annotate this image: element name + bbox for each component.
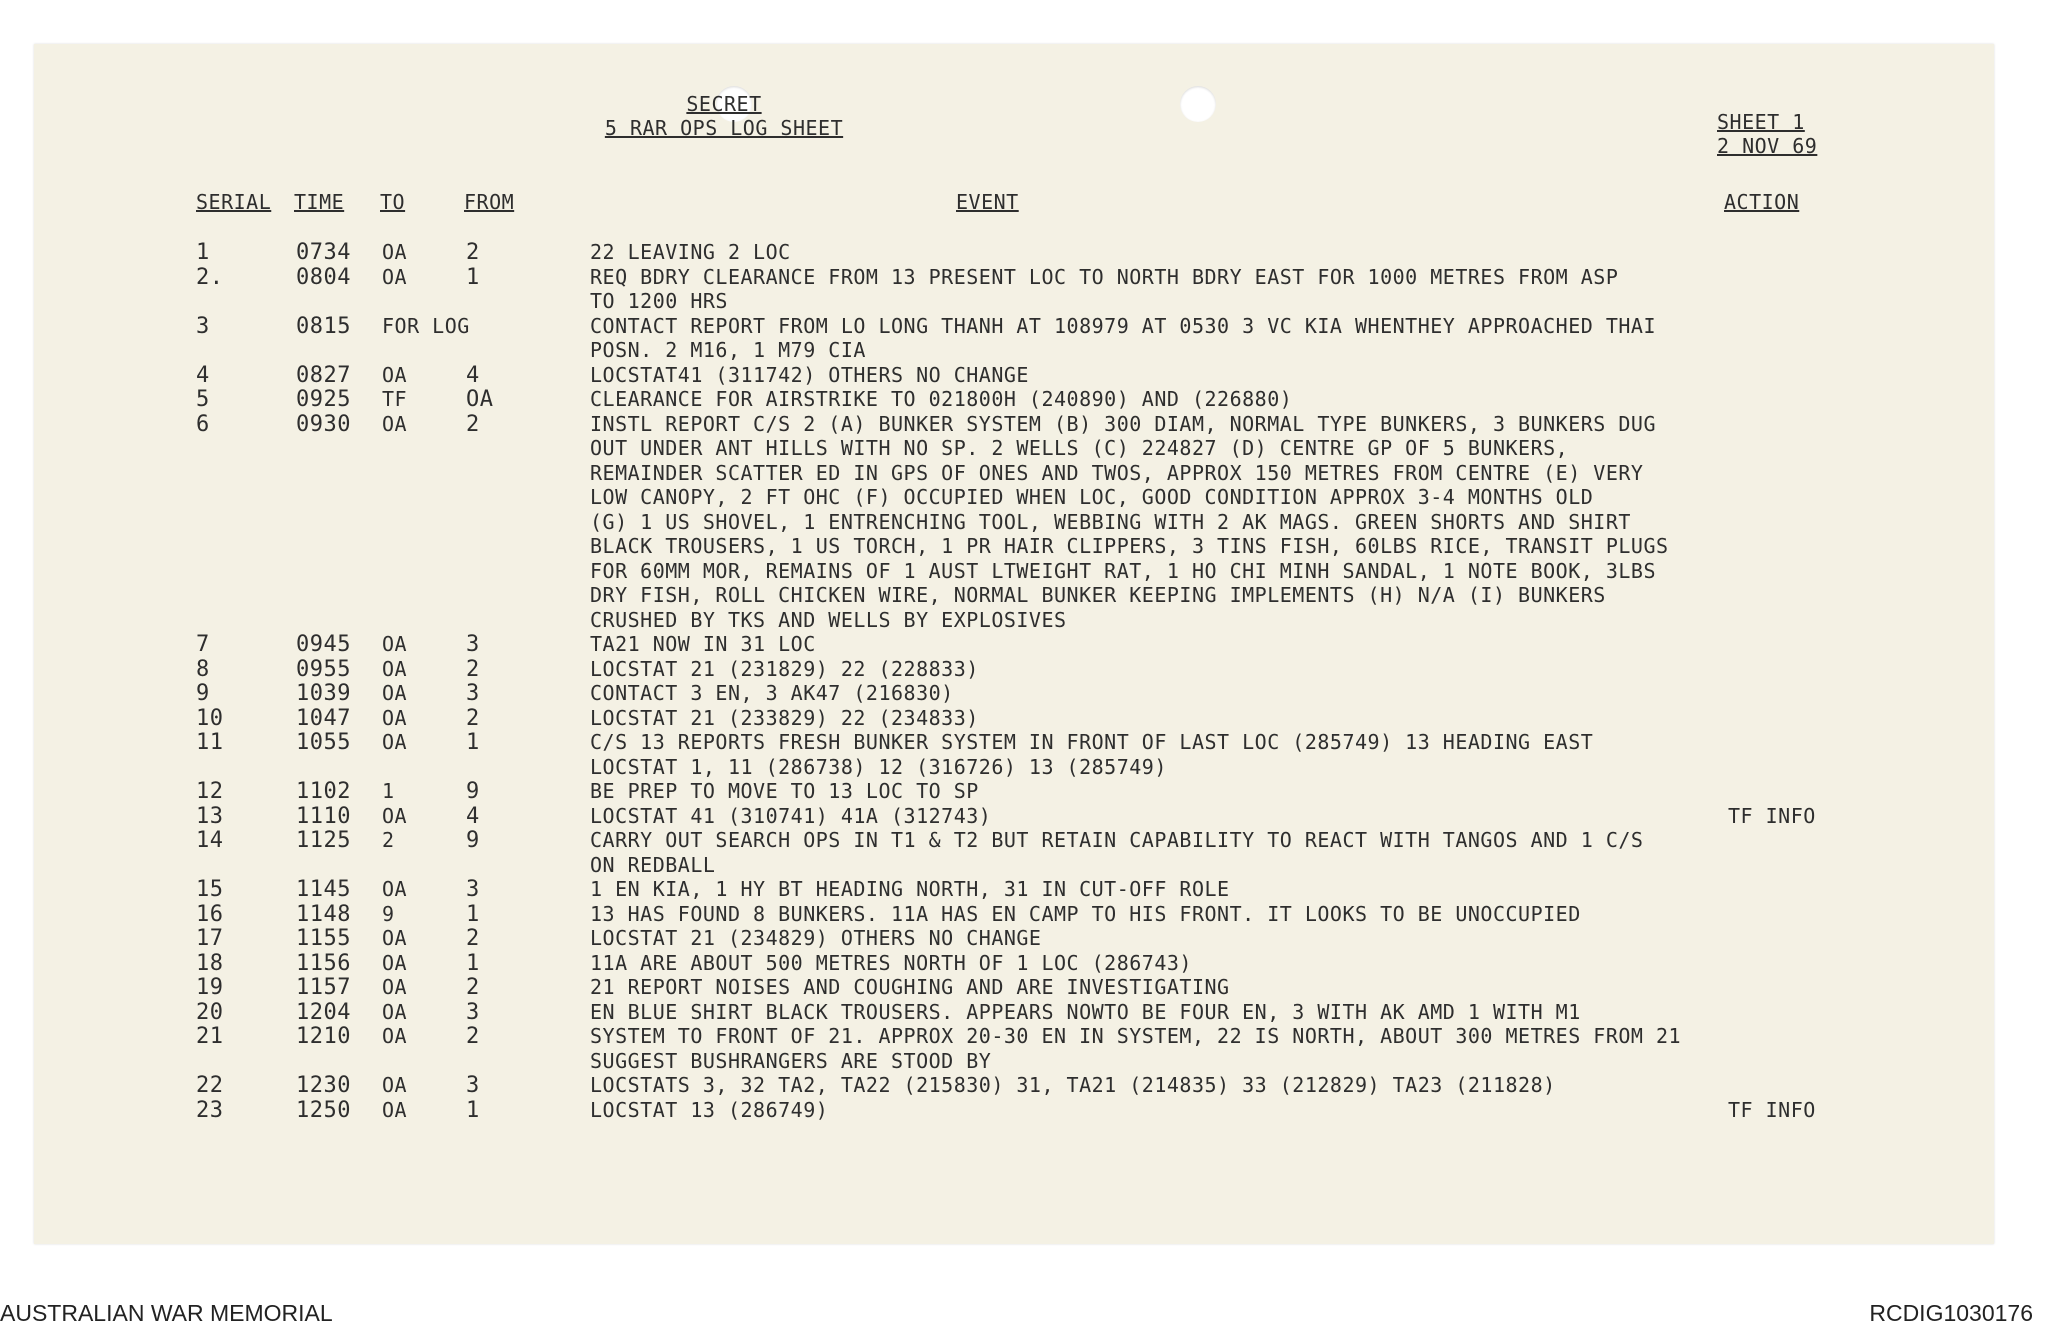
log-entry-row xyxy=(34,363,1994,388)
entry-event xyxy=(590,1024,1700,1073)
entry-time: 1155 xyxy=(296,926,351,951)
log-entry-row xyxy=(34,657,1994,682)
entry-to: OA xyxy=(382,877,408,901)
entry-to: OA xyxy=(382,362,408,387)
entry-from: 1 xyxy=(466,730,480,755)
entry-from: OA xyxy=(466,387,494,412)
log-entry-row xyxy=(34,804,1994,829)
entry-time: 1156 xyxy=(296,950,351,976)
entry-event-line: C/S 13 REPORTS FRESH BUNKER SYSTEM IN FRONT OF LAST LOC (285749) 13 HEADING EAST xyxy=(590,730,1594,754)
entry-event xyxy=(590,779,1700,804)
entry-serial: 10 xyxy=(196,705,224,731)
entry-time: 0827 xyxy=(296,362,351,388)
entry-from: 1 xyxy=(466,901,480,927)
entry-event-line: BLACK TROUSERS, 1 US TORCH, 1 PR HAIR CLIPPERS, 3 TINS FISH, 60LBS RICE, TRANSIT PLUGS xyxy=(590,534,1669,558)
log-entry-row xyxy=(34,1000,1994,1025)
entry-event-line: 22 LEAVING 2 LOC xyxy=(590,240,791,264)
entry-event xyxy=(590,1098,1700,1123)
entry-to: OA xyxy=(382,803,408,828)
entry-event-line: 11A ARE ABOUT 500 METRES NORTH OF 1 LOC (286743) xyxy=(590,950,1192,975)
log-entry-row xyxy=(34,902,1994,927)
entry-time: 0925 xyxy=(296,387,351,412)
entry-event-line: LOCSTATS 3, 32 TA2, TA22 (215830) 31, TA21 (214835) 33 (212829) TA23 (211828) xyxy=(590,1073,1556,1097)
entry-serial: 6 xyxy=(196,411,210,437)
log-entry-row xyxy=(34,1098,1994,1123)
entry-time: 0945 xyxy=(296,632,351,657)
entry-time: 1204 xyxy=(296,999,351,1025)
entry-event xyxy=(590,706,1700,731)
log-entry-row xyxy=(34,706,1994,731)
entry-from: 4 xyxy=(466,803,480,829)
entry-serial: 2. xyxy=(196,264,224,290)
entry-time: 1047 xyxy=(296,705,351,731)
log-entry-row xyxy=(34,730,1994,779)
entry-to: OA xyxy=(382,264,408,289)
entry-from: 2 xyxy=(466,240,480,265)
entry-action: TF INFO xyxy=(1728,803,1816,828)
entry-event-line: POSN. 2 M16, 1 M79 CIA xyxy=(590,338,866,362)
entry-serial: 13 xyxy=(196,803,224,829)
log-entry-row xyxy=(34,926,1994,951)
log-entry-row xyxy=(34,314,1994,363)
log-entries xyxy=(34,240,1994,1122)
entry-serial: 1 xyxy=(196,240,210,265)
entry-serial: 11 xyxy=(196,730,224,755)
entry-event-line: LOCSTAT 41 (310741) 41A (312743) xyxy=(590,803,992,828)
entry-time: 1210 xyxy=(296,1024,351,1049)
entry-serial: 19 xyxy=(196,975,224,1000)
entry-to: 9 xyxy=(382,901,395,926)
entry-from: 2 xyxy=(466,926,480,951)
entry-from: 1 xyxy=(466,1097,480,1123)
log-entry-row xyxy=(34,240,1994,265)
entry-from: 9 xyxy=(466,779,480,804)
entry-event-line: 13 HAS FOUND 8 BUNKERS. 11A HAS EN CAMP TO HIS FRONT. IT LOOKS TO BE UNOCCUPIED xyxy=(590,901,1581,926)
entry-serial: 21 xyxy=(196,1024,224,1049)
entry-event-line: SYSTEM TO FRONT OF 21. APPROX 20-30 EN IN SYSTEM, 22 IS NORTH, ABOUT 300 METRES FROM 21 xyxy=(590,1024,1682,1048)
sheet-info xyxy=(1717,110,1817,158)
entry-serial: 8 xyxy=(196,656,210,682)
entry-to: OA xyxy=(382,999,408,1024)
entry-time: 0930 xyxy=(296,411,351,437)
entry-to: OA xyxy=(382,632,408,656)
entry-event-line: CONTACT REPORT FROM LO LONG THANH AT 108979 AT 0530 3 VC KIA WHENTHEY APPROACHED THAI xyxy=(590,313,1656,338)
entry-event-line: LOCSTAT 1, 11 (286738) 12 (316726) 13 (285749) xyxy=(590,754,1167,779)
entry-serial: 14 xyxy=(196,828,224,853)
log-entry-row xyxy=(34,975,1994,1000)
entry-to: 2 xyxy=(382,828,395,852)
entry-event-line: TO 1200 HRS xyxy=(590,289,728,313)
entry-from: 2 xyxy=(466,1024,480,1049)
entry-serial: 18 xyxy=(196,950,224,976)
entry-time: 1110 xyxy=(296,803,351,829)
log-entry-row xyxy=(34,681,1994,706)
entry-from: 2 xyxy=(466,975,480,1000)
entry-event xyxy=(590,828,1700,877)
entry-to: OA xyxy=(382,411,408,436)
column-header-event: EVENT xyxy=(956,190,1019,214)
entry-event-line: 21 REPORT NOISES AND COUGHING AND ARE INVESTIGATING xyxy=(590,975,1230,999)
column-header-time: TIME xyxy=(294,190,345,214)
entry-from: 1 xyxy=(466,264,480,290)
entry-event-line: LOCSTAT 13 (286749) xyxy=(590,1097,829,1122)
entry-event-line: 1 EN KIA, 1 HY BT HEADING NORTH, 31 IN CUT-OFF ROLE xyxy=(590,877,1230,901)
entry-to: OA xyxy=(382,681,408,705)
log-entry-row xyxy=(34,632,1994,657)
log-entry-row xyxy=(34,877,1994,902)
entry-event-line: OUT UNDER ANT HILLS WITH NO SP. 2 WELLS (C) 224827 (D) CENTRE GP OF 5 BUNKERS, xyxy=(590,436,1569,460)
entry-event-line: EN BLUE SHIRT BLACK TROUSERS. APPEARS NOWTO BE FOUR EN, 3 WITH AK AMD 1 WITH M1 xyxy=(590,999,1581,1024)
entry-to: OA xyxy=(382,705,408,730)
entry-event-line: TA21 NOW IN 31 LOC xyxy=(590,632,816,656)
column-header-to: TO xyxy=(380,190,406,214)
entry-time: 0815 xyxy=(296,313,351,339)
sheet-date: 2 NOV 69 xyxy=(1717,134,1818,158)
log-entry-row xyxy=(34,265,1994,314)
entry-time: 1145 xyxy=(296,877,351,902)
entry-to: OA xyxy=(382,1097,408,1122)
entry-event-line: LOCSTAT41 (311742) OTHERS NO CHANGE xyxy=(590,362,1029,387)
entry-from: 9 xyxy=(466,828,480,853)
entry-event xyxy=(590,265,1700,314)
entry-event-line: (G) 1 US SHOVEL, 1 ENTRENCHING TOOL, WEBBING WITH 2 AK MAGS. GREEN SHORTS AND SHIRT xyxy=(590,509,1631,534)
entry-event xyxy=(590,412,1700,633)
entry-event-line: SUGGEST BUSHRANGERS ARE STOOD BY xyxy=(590,1048,992,1073)
entry-serial: 3 xyxy=(196,313,210,339)
entry-event-line: LOCSTAT 21 (234829) OTHERS NO CHANGE xyxy=(590,926,1042,950)
entry-time: 0734 xyxy=(296,240,351,265)
entry-event-line: LOW CANOPY, 2 FT OHC (F) OCCUPIED WHEN LOC, GOOD CONDITION APPROX 3-4 MONTHS OLD xyxy=(590,485,1594,509)
entry-time: 1157 xyxy=(296,975,351,1000)
entry-time: 1102 xyxy=(296,779,351,804)
entry-time: 1250 xyxy=(296,1097,351,1123)
entry-event xyxy=(590,926,1700,951)
entry-event-line: CARRY OUT SEARCH OPS IN T1 & T2 BUT RETAIN CAPABILITY TO REACT WITH TANGOS AND 1 C/S xyxy=(590,828,1644,852)
entry-event-line: FOR 60MM MOR, REMAINS OF 1 AUST LTWEIGHT RAT, 1 HO CHI MINH SANDAL, 1 NOTE BOOK, 3LBS xyxy=(590,558,1656,583)
entry-serial: 5 xyxy=(196,387,210,412)
entry-to: TF xyxy=(382,387,408,411)
column-header-serial: SERIAL xyxy=(196,190,272,214)
entry-serial: 9 xyxy=(196,681,210,706)
entry-to: OA xyxy=(382,1073,408,1097)
entry-event xyxy=(590,975,1700,1000)
log-entry-row xyxy=(34,412,1994,633)
entry-to: OA xyxy=(382,1024,408,1048)
entry-event-line: CONTACT 3 EN, 3 AK47 (216830) xyxy=(590,681,954,705)
entry-event xyxy=(590,657,1700,682)
classification-marking: SECRET xyxy=(686,92,762,116)
log-entry-row xyxy=(34,828,1994,877)
entry-event-line: LOCSTAT 21 (231829) 22 (228833) xyxy=(590,656,979,681)
log-entry-row xyxy=(34,779,1994,804)
log-sheet-paper xyxy=(34,44,1994,1244)
entry-serial: 17 xyxy=(196,926,224,951)
institution-credit: AUSTRALIAN WAR MEMORIAL xyxy=(0,1300,333,1326)
entry-event xyxy=(590,387,1700,412)
entry-event-line: REMAINDER SCATTER ED IN GPS OF ONES AND TWOS, APPROX 150 METRES FROM CENTRE (E) VERY xyxy=(590,460,1644,485)
entry-from: 3 xyxy=(466,1073,480,1098)
entry-event-line: CLEARANCE FOR AIRSTRIKE TO 021800H (240890) AND (226880) xyxy=(590,387,1293,411)
entry-from: 1 xyxy=(466,950,480,976)
log-entry-row xyxy=(34,951,1994,976)
entry-event-line: LOCSTAT 21 (233829) 22 (234833) xyxy=(590,705,979,730)
entry-from: 2 xyxy=(466,705,480,731)
entry-event-line: BE PREP TO MOVE TO 13 LOC TO SP xyxy=(590,779,979,803)
log-entry-row xyxy=(34,1024,1994,1073)
entry-time: 1148 xyxy=(296,901,351,927)
entry-serial: 16 xyxy=(196,901,224,927)
entry-event-line: INSTL REPORT C/S 2 (A) BUNKER SYSTEM (B) 300 DIAM, NORMAL TYPE BUNKERS, 3 BUNKERS DUG xyxy=(590,411,1656,436)
entry-from: 3 xyxy=(466,681,480,706)
log-entry-row xyxy=(34,387,1994,412)
entry-event xyxy=(590,877,1700,902)
entry-event xyxy=(590,240,1700,265)
entry-serial: 23 xyxy=(196,1097,224,1123)
entry-event xyxy=(590,1073,1700,1098)
entry-from: 2 xyxy=(466,656,480,682)
entry-time: 0804 xyxy=(296,264,351,290)
column-header-from: FROM xyxy=(464,190,515,214)
entry-from: 4 xyxy=(466,362,480,388)
entry-action: TF INFO xyxy=(1728,1097,1816,1122)
column-header-action: ACTION xyxy=(1724,190,1800,214)
entry-to: OA xyxy=(382,975,408,999)
entry-time: 1230 xyxy=(296,1073,351,1098)
entry-from: 3 xyxy=(466,999,480,1025)
entry-to: OA xyxy=(382,730,408,754)
document-reference: RCDIG1030176 xyxy=(1869,1300,2033,1326)
entry-from: 2 xyxy=(466,411,480,437)
entry-serial: 7 xyxy=(196,632,210,657)
entry-event xyxy=(590,1000,1700,1025)
entry-event xyxy=(590,314,1700,363)
entry-serial: 22 xyxy=(196,1073,224,1098)
entry-event xyxy=(590,632,1700,657)
entry-event-line: REQ BDRY CLEARANCE FROM 13 PRESENT LOC TO NORTH BDRY EAST FOR 1000 METRES FROM ASP xyxy=(590,264,1619,289)
sheet-number: SHEET 1 xyxy=(1717,110,1805,134)
entry-event xyxy=(590,681,1700,706)
entry-time: 1055 xyxy=(296,730,351,755)
entry-event-line: ON REDBALL xyxy=(590,852,716,877)
entry-time: 1039 xyxy=(296,681,351,706)
entry-serial: 4 xyxy=(196,362,210,388)
entry-event xyxy=(590,902,1700,927)
entry-event xyxy=(590,804,1700,829)
entry-from: 3 xyxy=(466,877,480,902)
entry-to: OA xyxy=(382,656,408,681)
entry-event xyxy=(590,363,1700,388)
entry-to: OA xyxy=(382,926,408,950)
entry-time: 1125 xyxy=(296,828,351,853)
entry-time: 0955 xyxy=(296,656,351,682)
entry-event xyxy=(590,730,1700,779)
entry-serial: 20 xyxy=(196,999,224,1025)
entry-to: OA xyxy=(382,950,408,975)
entry-serial: 12 xyxy=(196,779,224,804)
page-title: 5 RAR OPS LOG SHEET xyxy=(604,116,844,140)
entry-event-line: CRUSHED BY TKS AND WELLS BY EXPLOSIVES xyxy=(590,607,1067,632)
entry-serial: 15 xyxy=(196,877,224,902)
entry-to: 1 xyxy=(382,779,395,803)
entry-from: 3 xyxy=(466,632,480,657)
entry-to: OA xyxy=(382,240,408,264)
entry-event xyxy=(590,951,1700,976)
entry-to: FOR LOG xyxy=(382,313,470,338)
entry-event-line: DRY FISH, ROLL CHICKEN WIRE, NORMAL BUNKER KEEPING IMPLEMENTS (H) N/A (I) BUNKERS xyxy=(590,583,1606,607)
log-entry-row xyxy=(34,1073,1994,1098)
